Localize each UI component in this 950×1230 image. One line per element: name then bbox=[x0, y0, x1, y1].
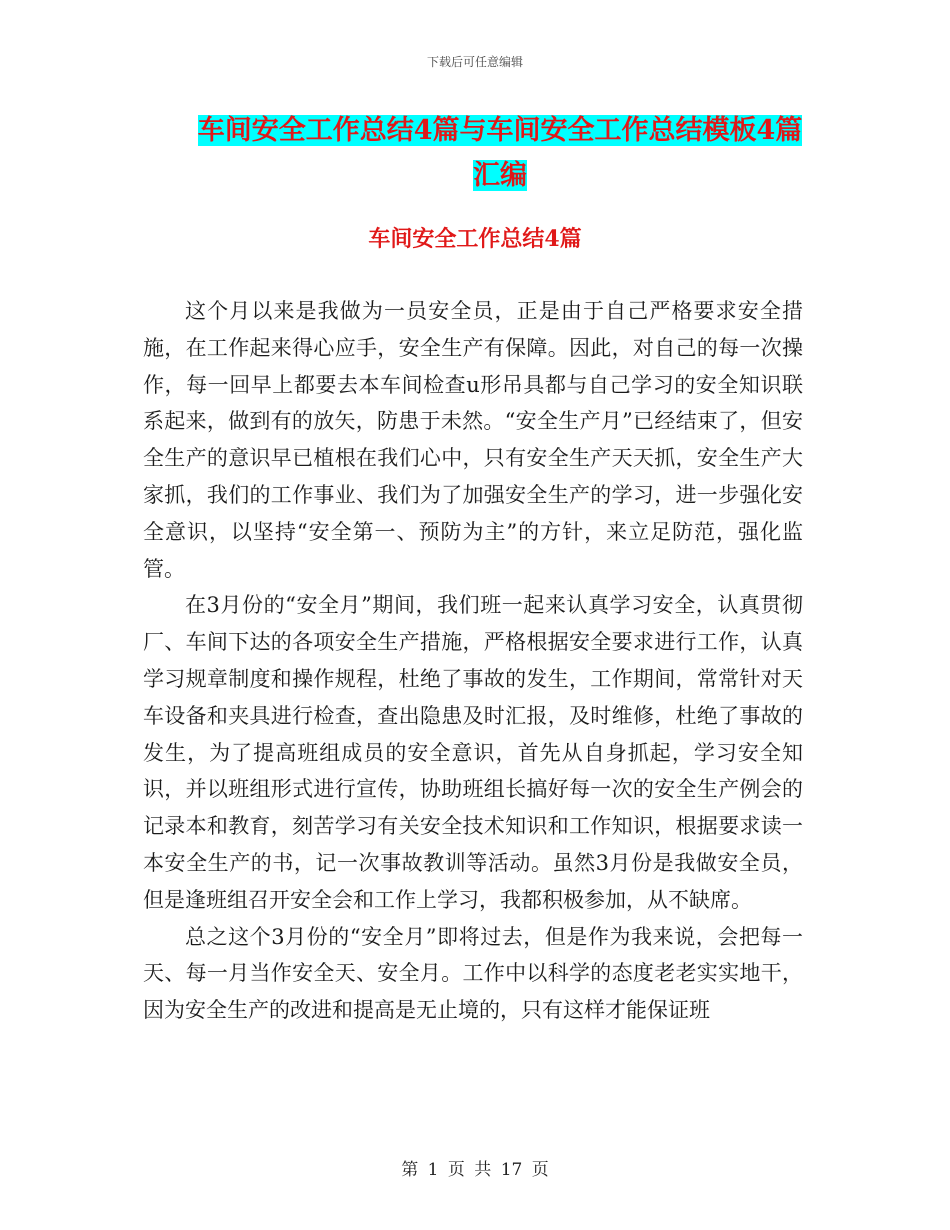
header-note: 下载后可任意编辑 bbox=[426, 55, 523, 69]
body-text bbox=[143, 293, 803, 1029]
page-footer: 第 1 页 共 17 页 bbox=[401, 1160, 549, 1180]
paragraph-2: 在3月份的“安全月”期间，我们班一起来认真学习安全，认真贯彻厂、车间下达的各项安全生产措施，严格根据安全要求进行工作，认真学习规章制度和操作规程，杜绝了事故的发生，工作期间，常常针对天车设备和夹具进行检查，查出隐患及时汇报，及时维修，杜绝了事故的发生，为了提高班组成员的安全意识，首先从自身抓起，学习安全知识，并以班组形式进行宣传，协助班组长搞好每一次的安全生产例会的记录本和教育，刻苦学习有关安全技术知识和工作知识，根据要求读一本安全生产的书，记一次事故教训等活动。虽然3月份是我做安全员，但是逢班组召开安全会和工作上学习，我都积极参加，从不缺席。 bbox=[143, 593, 803, 912]
document-title-text: 车间安全工作总结4篇与车间安全工作总结模板4篇汇编 bbox=[197, 115, 803, 191]
paragraph-1: 这个月以来是我做为一员安全员，正是由于自己严格要求安全措施，在工作起来得心应手，安全生产有保障。因此，对自己的每一次操作，每一回早上都要去本车间检查u形吊具都与自己学习的安全知识联系起来，做到有的放矢，防患于未然。“安全生产月”已经结束了，但安全生产的意识早已植根在我们心中，只有安全生产天天抓，安全生产大家抓，我们的工作事业、我们为了加强安全生产的学习，进一步强化安全意识，以坚持“安全第一、预防为主”的方针，来立足防范，强化监管。 bbox=[143, 299, 803, 581]
paragraph-3: 总之这个3月份的“安全月”即将过去，但是作为我来说，会把每一天、每一月当作安全天、安全月。工作中以科学的态度老老实实地干，因为安全生产的改进和提高是无止境的，只有这样才能保证班 bbox=[143, 924, 803, 1023]
document-title bbox=[190, 108, 810, 198]
section-title: 车间安全工作总结4篇 bbox=[368, 226, 582, 252]
